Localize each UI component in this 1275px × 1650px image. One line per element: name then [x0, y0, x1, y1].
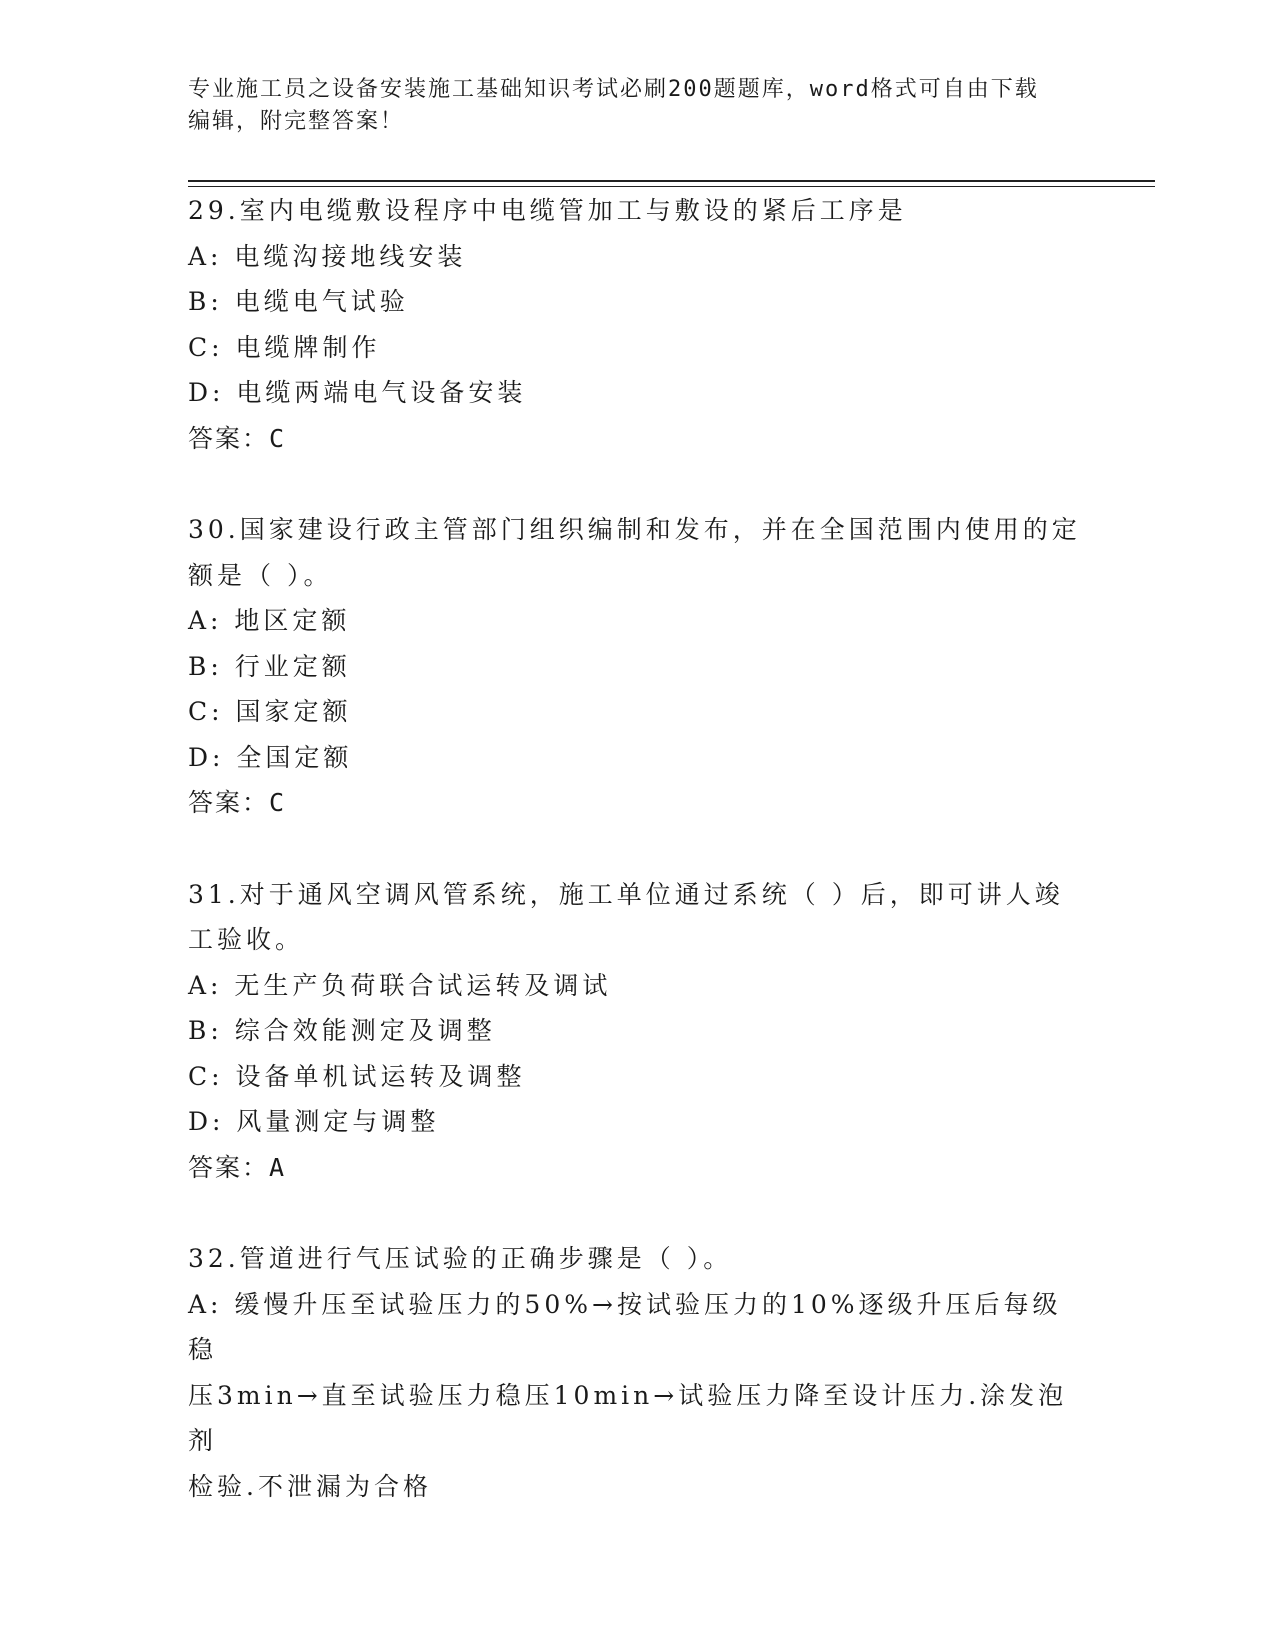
question-text-line-1: 30.国家建设行政主管部门组织编制和发布，并在全国范围内使用的定: [188, 515, 1081, 544]
option-b: B: 综合效能测定及调整: [188, 1016, 496, 1045]
option-b: B: 行业定额: [188, 651, 351, 681]
answer-label: 答案：: [188, 423, 270, 453]
answer-label: 答案：: [188, 1152, 270, 1182]
option-a-line-3: 检验.不泄漏为合格: [188, 1471, 432, 1501]
question-text: 32.管道进行气压试验的正确步骤是（ ）。: [188, 1244, 733, 1273]
answer-line: [188, 1145, 1088, 1191]
header-title-line-1: 专业施工员之设备安装施工基础知识考试必刷200题题库，word格式可自由下载: [188, 77, 1039, 102]
answer-value: C: [269, 423, 287, 453]
question-text: 29.室内电缆敷设程序中电缆管加工与敷设的紧后工序是: [188, 196, 907, 225]
option-b: B: 电缆电气试验: [188, 287, 409, 316]
option-a-line-2: 压3min→直至试验压力稳压10min→试验压力降至设计压力.涂发泡剂: [188, 1380, 1068, 1455]
header-divider-thick: [188, 180, 1155, 182]
header-title-line-2: 编辑，附完整答案！: [188, 109, 405, 134]
question-text-line-1: 31.对于通风空调风管系统，施工单位通过系统（ ）后，即可讲人竣: [188, 879, 1064, 909]
question-spacer: [188, 826, 1088, 872]
option-c: C: 电缆牌制作: [188, 332, 381, 362]
question-29: [188, 188, 1088, 461]
question-text-line-2: 额是（ ）。: [188, 560, 333, 590]
document-header: [188, 74, 1088, 138]
question-list: [188, 188, 1088, 1509]
question-spacer: [188, 1190, 1088, 1236]
question-spacer: [188, 461, 1088, 507]
option-d: D: 全国定额: [188, 742, 353, 772]
option-c: C: 国家定额: [188, 697, 352, 726]
header-divider-thin: [188, 186, 1155, 187]
option-c: C: 设备单机试运转及调整: [188, 1061, 526, 1091]
option-a: A: 地区定额: [188, 606, 351, 635]
answer-value: C: [269, 788, 287, 817]
answer-label: 答案：: [188, 788, 270, 817]
question-32: [188, 1236, 1088, 1509]
option-d: D: 风量测定与调整: [188, 1107, 440, 1136]
answer-line: [188, 780, 1088, 826]
answer-line: [188, 416, 1088, 462]
option-d: D: 电缆两端电气设备安装: [188, 378, 527, 407]
option-a: A: 无生产负荷联合试运转及调试: [188, 970, 612, 1000]
answer-value: A: [269, 1152, 287, 1182]
question-text-line-2: 工验收。: [188, 925, 305, 954]
option-a: A: 电缆沟接地线安装: [188, 241, 467, 271]
question-30: [188, 507, 1088, 826]
question-31: [188, 872, 1088, 1191]
option-a-line-1: A: 缓慢升压至试验压力的50%→按试验压力的10%逐级升压后每级稳: [188, 1289, 1062, 1364]
